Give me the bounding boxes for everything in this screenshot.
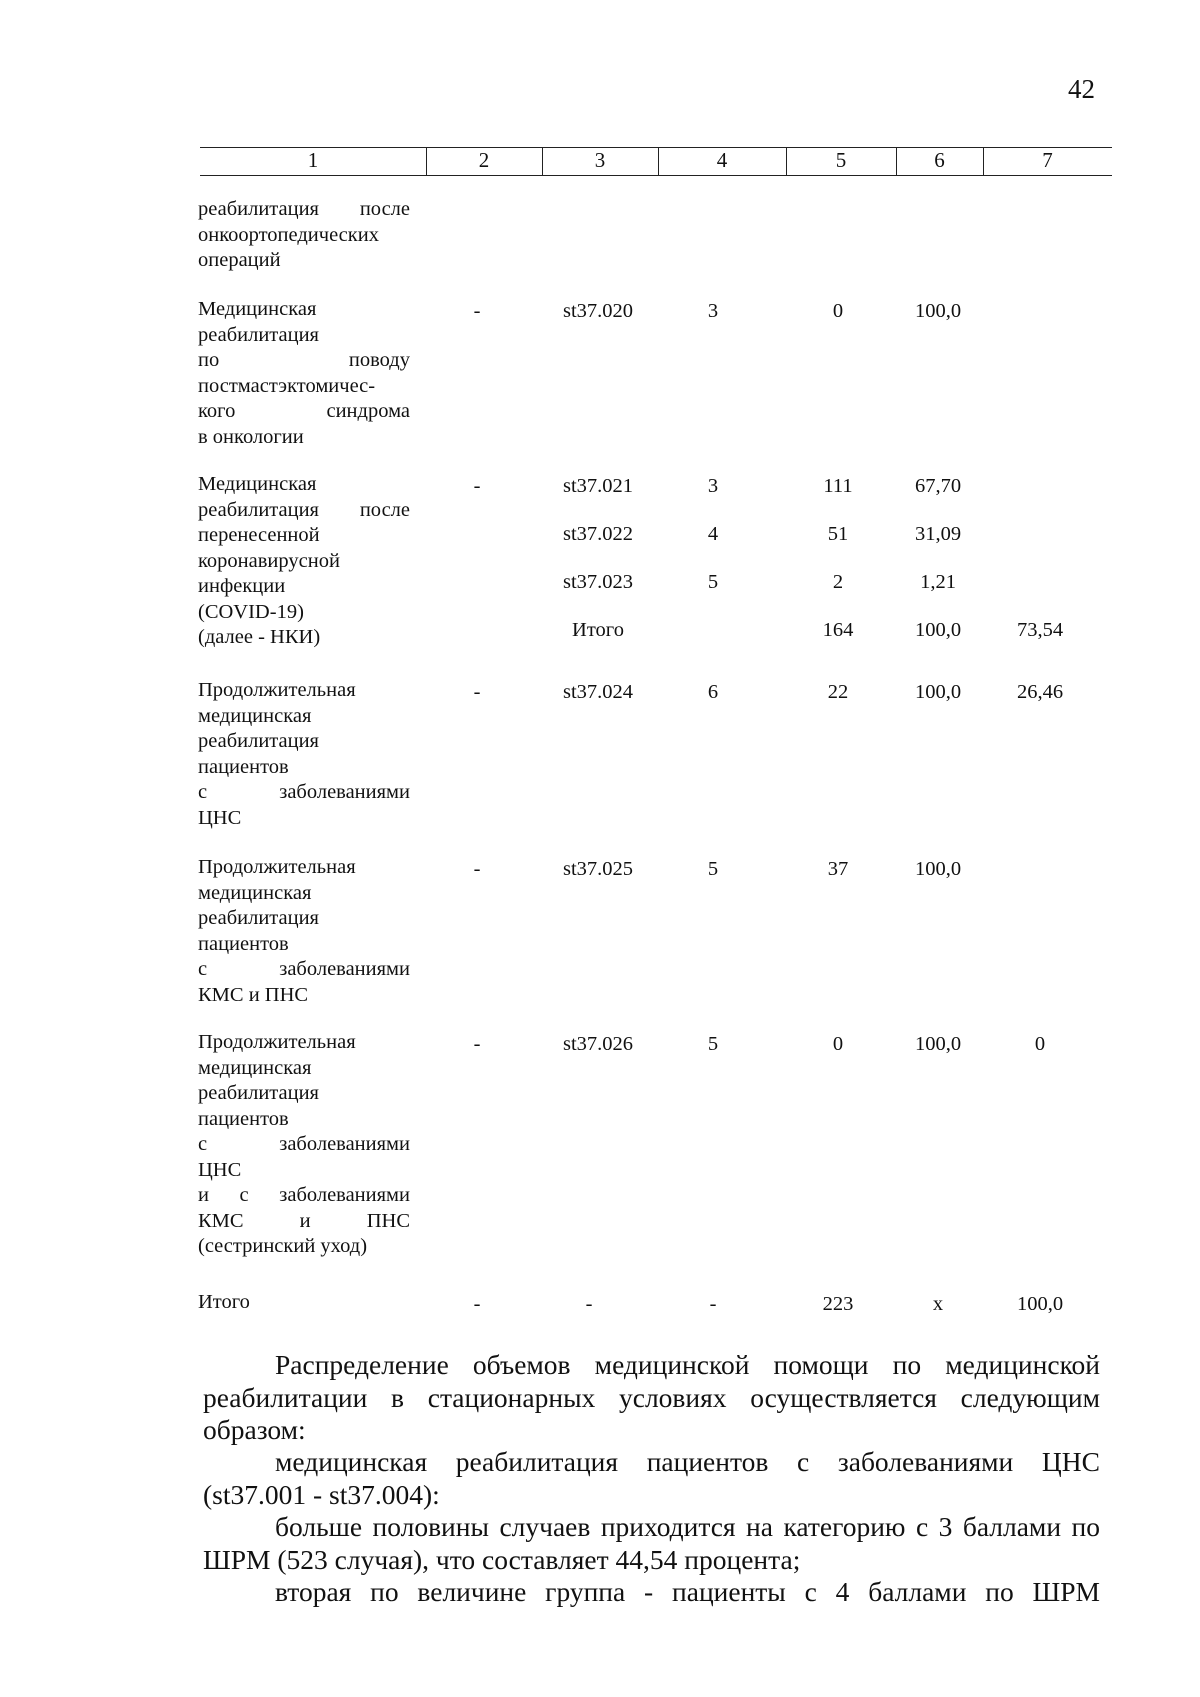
row-col6: 100,0 xyxy=(914,300,962,322)
description-line: с заболеваниями xyxy=(198,958,410,980)
row-col5: 111 xyxy=(823,475,853,497)
row-col5: 22 xyxy=(827,681,849,703)
total-col5: 223 xyxy=(822,1293,854,1315)
description-line: реабилитация xyxy=(198,1082,319,1104)
paragraph: Распределение объемов медицинской помощи по медицинской реабилитации в стационарных условиях осуществляется следующим образом: xyxy=(203,1349,1100,1445)
description-line: пациентов xyxy=(198,932,289,955)
row-description xyxy=(198,197,410,274)
row-description xyxy=(198,1030,410,1260)
description-line: (далее - НКИ) xyxy=(198,626,321,648)
description-line: онкоортопедических xyxy=(198,223,379,246)
description-line: в онкологии xyxy=(198,425,304,448)
row-col5: 37 xyxy=(827,858,849,880)
header-cell-7: 7 xyxy=(1042,148,1053,172)
description-line: с заболеваниями xyxy=(198,1133,410,1155)
total-col6: x xyxy=(932,1293,944,1315)
paragraph: больше половины случаев приходится на категорию с 3 баллами по ШРМ (523 случая), что составляет 44,54 процента; xyxy=(203,1511,1100,1575)
row-col7: 26,46 xyxy=(1016,681,1064,703)
row-col6: 100,0 xyxy=(914,1033,962,1055)
header-cell-1: 1 xyxy=(307,148,319,172)
row-col5: 0 xyxy=(832,300,844,322)
description-line: КМС и ПНС xyxy=(198,1209,410,1232)
row-col5: 2 xyxy=(832,571,844,593)
description-line: медицинская xyxy=(198,704,312,727)
description-line: постмастэктомичес- xyxy=(198,374,376,397)
description-line: КМС и ПНС xyxy=(198,983,309,1006)
header-cell-5: 5 xyxy=(835,148,847,172)
row-col4: 4 xyxy=(707,523,719,545)
description-line: реабилитация xyxy=(198,323,319,346)
row-col5: 0 xyxy=(832,1033,844,1055)
header-bottom-rule xyxy=(200,175,1112,176)
row-col3: st37.023 xyxy=(562,571,634,593)
row-col4: 5 xyxy=(707,1033,719,1055)
row-col3: st37.022 xyxy=(562,523,634,545)
row-col4: 3 xyxy=(707,475,719,497)
row-col2: - xyxy=(473,475,481,497)
row-col3: Итого xyxy=(572,619,624,641)
description-line: Продолжительная xyxy=(198,856,356,878)
row-col4: 6 xyxy=(707,681,719,703)
row-col3: st37.024 xyxy=(562,681,634,703)
total-col2: - xyxy=(473,1293,481,1315)
row-col4: 3 xyxy=(707,300,719,322)
page-number: 42 xyxy=(1068,74,1095,104)
row-col6: 31,09 xyxy=(914,523,962,545)
row-description xyxy=(198,472,410,651)
description-line: с заболеваниями xyxy=(198,781,410,803)
total-col3: - xyxy=(585,1293,593,1315)
paragraph: медицинская реабилитация пациентов с заболеваниями ЦНС (st37.001 - st37.004): xyxy=(203,1446,1100,1510)
row-col2: - xyxy=(473,1033,481,1055)
row-col5: 164 xyxy=(822,619,854,641)
row-col6: 1,21 xyxy=(920,571,956,593)
row-col2: - xyxy=(473,858,481,880)
description-line: кого синдрома xyxy=(198,400,410,422)
description-line: инфекции xyxy=(198,575,286,597)
row-col3: st37.021 xyxy=(562,475,634,497)
row-description xyxy=(198,855,410,1008)
row-col6: 100,0 xyxy=(914,619,962,641)
description-line: по поводу xyxy=(198,349,410,371)
total-col4: - xyxy=(709,1293,717,1315)
description-line: пациентов xyxy=(198,755,289,778)
row-col3: st37.025 xyxy=(562,858,634,880)
total-col7: 100,0 xyxy=(1016,1293,1064,1315)
description-line: медицинская xyxy=(198,1056,312,1079)
row-col7: 0 xyxy=(1034,1033,1046,1055)
description-line: операций xyxy=(198,249,281,271)
description-line: ЦНС xyxy=(198,806,242,829)
description-line: реабилитация после xyxy=(198,198,410,220)
row-col3: st37.020 xyxy=(562,300,634,322)
description-line: Медицинская xyxy=(198,298,317,320)
description-line: и с заболеваниями xyxy=(198,1184,410,1206)
header-cell-2: 2 xyxy=(478,148,490,172)
row-col7: 73,54 xyxy=(1016,619,1064,641)
row-col2: - xyxy=(473,681,481,703)
description-line: реабилитация после xyxy=(198,498,410,521)
row-col5: 51 xyxy=(827,523,849,545)
header-cell-6: 6 xyxy=(934,148,945,172)
description-line: реабилитация xyxy=(198,907,319,929)
row-col6: 100,0 xyxy=(914,681,962,703)
total-label: Итого xyxy=(198,1291,250,1313)
row-col3: st37.026 xyxy=(562,1033,634,1055)
description-line: (COVID-19) xyxy=(198,600,304,623)
description-line: ЦНС xyxy=(198,1158,242,1181)
header-cell-3: 3 xyxy=(594,148,606,172)
row-col6: 100,0 xyxy=(914,858,962,880)
paragraph: вторая по величине группа - пациенты с 4 баллами по ШРМ xyxy=(275,1576,1100,1607)
description-line: медицинская xyxy=(198,881,312,904)
description-line: пациентов xyxy=(198,1107,289,1130)
row-col2: - xyxy=(473,300,481,322)
header-cell-4: 4 xyxy=(716,148,728,172)
row-description xyxy=(198,678,410,831)
description-line: перенесенной xyxy=(198,524,320,546)
description-line: Медицинская xyxy=(198,473,317,495)
row-col4: 5 xyxy=(707,858,719,880)
description-line: Продолжительная xyxy=(198,679,356,701)
description-line: (сестринский уход) xyxy=(198,1235,368,1257)
description-line: реабилитация xyxy=(198,730,319,752)
row-col4: 5 xyxy=(707,571,719,593)
row-description xyxy=(198,297,410,450)
row-col6: 67,70 xyxy=(914,475,962,497)
description-line: коронавирусной xyxy=(198,549,340,572)
description-line: Продолжительная xyxy=(198,1031,356,1053)
